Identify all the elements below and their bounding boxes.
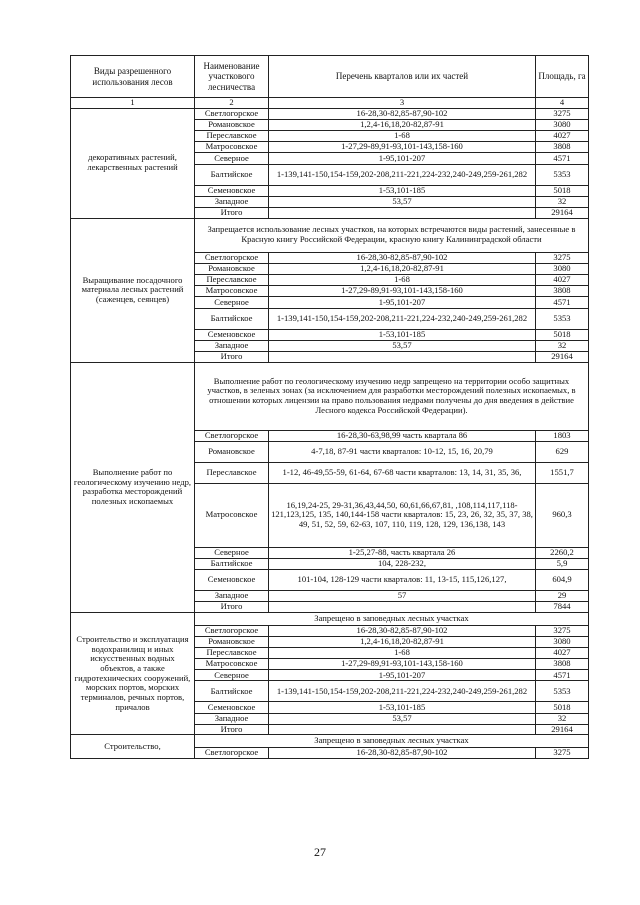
forestry-name: Балтийское — [195, 681, 269, 702]
forestry-name: Матросовское — [195, 142, 269, 153]
quarters-list: 53,57 — [269, 196, 536, 207]
quarters-list: 1-12, 46-49,55-59, 61-64, 67-68 части кварталов: 13, 14, 31, 35, 36, — [269, 462, 536, 483]
area-value: 960,3 — [536, 483, 589, 547]
header-area: Площадь, га — [536, 56, 589, 98]
use-type: Выполнение работ по геологическому изучению недр, разработка месторождений полезных ископаемых — [71, 362, 195, 612]
area-value: 3080 — [536, 636, 589, 647]
area-value: 32 — [536, 713, 589, 724]
quarters-list: 101-104, 128-129 части кварталов: 11, 13-15, 115,126,127, — [269, 570, 536, 591]
area-value: 3808 — [536, 659, 589, 670]
total-label: Итого — [195, 602, 269, 613]
quarters-list: 1-95,101-207 — [269, 153, 536, 164]
restriction-note-row — [71, 218, 589, 252]
total-spacer — [269, 351, 536, 362]
forestry-name: Переславское — [195, 131, 269, 142]
forestry-name: Светлогорское — [195, 748, 269, 759]
forestry-name: Романовское — [195, 119, 269, 130]
quarters-list: 1-27,29-89,91-93,101-143,158-160 — [269, 659, 536, 670]
forestry-name: Романовское — [195, 441, 269, 462]
quarters-list: 53,57 — [269, 713, 536, 724]
quarters-list: 16-28,30-63,98,99 часть квартала 86 — [269, 430, 536, 441]
total-label: Итого — [195, 351, 269, 362]
area-value: 5018 — [536, 329, 589, 340]
quarters-list: 1-139,141-150,154-159,202-208,211-221,224-232,240-249,259-261,282 — [269, 681, 536, 702]
forestry-name: Переславское — [195, 274, 269, 285]
total-spacer — [269, 602, 536, 613]
area-value: 1803 — [536, 430, 589, 441]
quarters-list: 16-28,30-82,85-87,90-102 — [269, 252, 536, 263]
area-value: 29 — [536, 591, 589, 602]
quarters-list: 1-139,141-150,154-159,202-208,211-221,224-232,240-249,259-261,282 — [269, 308, 536, 329]
area-value: 4571 — [536, 670, 589, 681]
total-value: 29164 — [536, 724, 589, 735]
quarters-list: 1-27,29-89,91-93,101-143,158-160 — [269, 142, 536, 153]
restriction-note: Запрещается использование лесных участков, на которых встречаются виды растений, занесенные в Красную книгу Российской Федерации, красную книгу Калининградской области — [195, 218, 589, 252]
total-spacer — [269, 207, 536, 218]
forestry-name: Переславское — [195, 462, 269, 483]
forest-use-table — [70, 55, 589, 759]
area-value: 5018 — [536, 702, 589, 713]
forestry-name: Северное — [195, 297, 269, 308]
area-value: 4571 — [536, 153, 589, 164]
quarters-list: 1-53,101-185 — [269, 185, 536, 196]
restriction-note-row — [71, 735, 589, 748]
column-number-row — [71, 98, 589, 109]
quarters-list: 1,2,4-16,18,20-82,87-91 — [269, 119, 536, 130]
restriction-note: Запрещено в заповедных лесных участках — [195, 735, 589, 748]
area-value: 32 — [536, 340, 589, 351]
forestry-name: Матросовское — [195, 659, 269, 670]
quarters-list: 1-25,27-88, часть квартала 26 — [269, 547, 536, 558]
forestry-name: Балтийское — [195, 558, 269, 569]
area-value: 3080 — [536, 263, 589, 274]
area-value: 5018 — [536, 185, 589, 196]
area-value: 5353 — [536, 164, 589, 185]
forestry-name: Светлогорское — [195, 625, 269, 636]
quarters-list: 1,2,4-16,18,20-82,87-91 — [269, 636, 536, 647]
use-type: Строительство, — [71, 735, 195, 759]
header-forestry: Наименование участкового лесничества — [195, 56, 269, 98]
forestry-name: Северное — [195, 153, 269, 164]
total-value: 7844 — [536, 602, 589, 613]
quarters-list: 1-68 — [269, 131, 536, 142]
quarters-list: 1-68 — [269, 274, 536, 285]
forestry-name: Романовское — [195, 263, 269, 274]
column-number: 4 — [536, 98, 589, 109]
forestry-name: Северное — [195, 547, 269, 558]
quarters-list: 16,19,24-25, 29-31,36,43,44,50, 60,61,66,67,81, ,108,114,117,118-121,123,125, 135, 140,144-158 части кварталов: 15, 23, 26, 32, 35, 37, 38, 49, 51, 52, 59, 62-63, 107, 110, 119, 128, 129, 136,138, 143 — [269, 483, 536, 547]
area-value: 5353 — [536, 681, 589, 702]
forestry-name: Семеновское — [195, 702, 269, 713]
total-label: Итого — [195, 207, 269, 218]
area-value: 3808 — [536, 286, 589, 297]
area-value: 3808 — [536, 142, 589, 153]
forestry-name: Западное — [195, 713, 269, 724]
total-label: Итого — [195, 724, 269, 735]
header-quarters: Перечень кварталов или их частей — [269, 56, 536, 98]
quarters-list: 4-7,18, 87-91 части кварталов: 10-12, 15, 16, 20,79 — [269, 441, 536, 462]
use-type: Выращивание посадочного материала лесных растений (саженцев, сеянцев) — [71, 218, 195, 362]
quarters-list: 1-95,101-207 — [269, 297, 536, 308]
total-value: 29164 — [536, 351, 589, 362]
quarters-list: 104, 228-232, — [269, 558, 536, 569]
restriction-note: Выполнение работ по геологическому изучению недр запрещено на территории особо защитных участков, в зеленых зонах (за исключением для разработки месторождений полезных ископаемых, в отношении которых лицензии на право пользования недрами получены до дня введения в действие Лесного кодекса Российской Федерации). — [195, 362, 589, 430]
area-value: 4571 — [536, 297, 589, 308]
area-value: 4027 — [536, 274, 589, 285]
total-value: 29164 — [536, 207, 589, 218]
area-value: 4027 — [536, 647, 589, 658]
quarters-list: 1-68 — [269, 647, 536, 658]
forestry-name: Романовское — [195, 636, 269, 647]
area-value: 3275 — [536, 108, 589, 119]
quarters-list: 53,57 — [269, 340, 536, 351]
quarters-list: 57 — [269, 591, 536, 602]
forestry-name: Светлогорское — [195, 252, 269, 263]
restriction-note-row — [71, 612, 589, 625]
quarters-list: 16-28,30-82,85-87,90-102 — [269, 748, 536, 759]
header-use: Виды разрешенного использования лесов — [71, 56, 195, 98]
quarters-list: 1-95,101-207 — [269, 670, 536, 681]
area-value: 4027 — [536, 131, 589, 142]
forestry-name: Матросовское — [195, 483, 269, 547]
area-value: 3275 — [536, 252, 589, 263]
area-value: 3275 — [536, 748, 589, 759]
forestry-name: Северное — [195, 670, 269, 681]
area-value: 5,9 — [536, 558, 589, 569]
forestry-name: Семеновское — [195, 570, 269, 591]
table-row — [71, 108, 589, 119]
quarters-list: 1,2,4-16,18,20-82,87-91 — [269, 263, 536, 274]
forestry-name: Западное — [195, 591, 269, 602]
quarters-list: 1-139,141-150,154-159,202-208,211-221,224-232,240-249,259-261,282 — [269, 164, 536, 185]
forestry-name: Западное — [195, 340, 269, 351]
forestry-name: Семеновское — [195, 329, 269, 340]
forestry-name: Западное — [195, 196, 269, 207]
area-value: 1551,7 — [536, 462, 589, 483]
quarters-list: 1-53,101-185 — [269, 702, 536, 713]
total-spacer — [269, 724, 536, 735]
quarters-list: 16-28,30-82,85-87,90-102 — [269, 625, 536, 636]
forestry-name: Светлогорское — [195, 430, 269, 441]
area-value: 5353 — [536, 308, 589, 329]
column-number: 3 — [269, 98, 536, 109]
area-value: 3080 — [536, 119, 589, 130]
forestry-name: Балтийское — [195, 164, 269, 185]
forestry-name: Переславское — [195, 647, 269, 658]
quarters-list: 1-53,101-185 — [269, 329, 536, 340]
header-row — [71, 56, 589, 98]
area-value: 2260,2 — [536, 547, 589, 558]
restriction-note-row — [71, 362, 589, 430]
area-value: 629 — [536, 441, 589, 462]
quarters-list: 16-28,30-82,85-87,90-102 — [269, 108, 536, 119]
forestry-name: Матросовское — [195, 286, 269, 297]
forestry-name: Семеновское — [195, 185, 269, 196]
forestry-name: Светлогорское — [195, 108, 269, 119]
area-value: 32 — [536, 196, 589, 207]
quarters-list: 1-27,29-89,91-93,101-143,158-160 — [269, 286, 536, 297]
restriction-note: Запрещено в заповедных лесных участках — [195, 612, 589, 625]
use-type: Строительство и эксплуатация водохранилищ и иных искусственных водных объектов, а также гидротехнических сооружений, морских портов, морских терминалов, речных портов, причалов — [71, 612, 195, 735]
page-number: 27 — [314, 845, 326, 859]
area-value: 604,9 — [536, 570, 589, 591]
forestry-name: Балтийское — [195, 308, 269, 329]
column-number: 2 — [195, 98, 269, 109]
area-value: 3275 — [536, 625, 589, 636]
column-number: 1 — [71, 98, 195, 109]
use-type: декоративных растений, лекарственных растений — [71, 108, 195, 218]
